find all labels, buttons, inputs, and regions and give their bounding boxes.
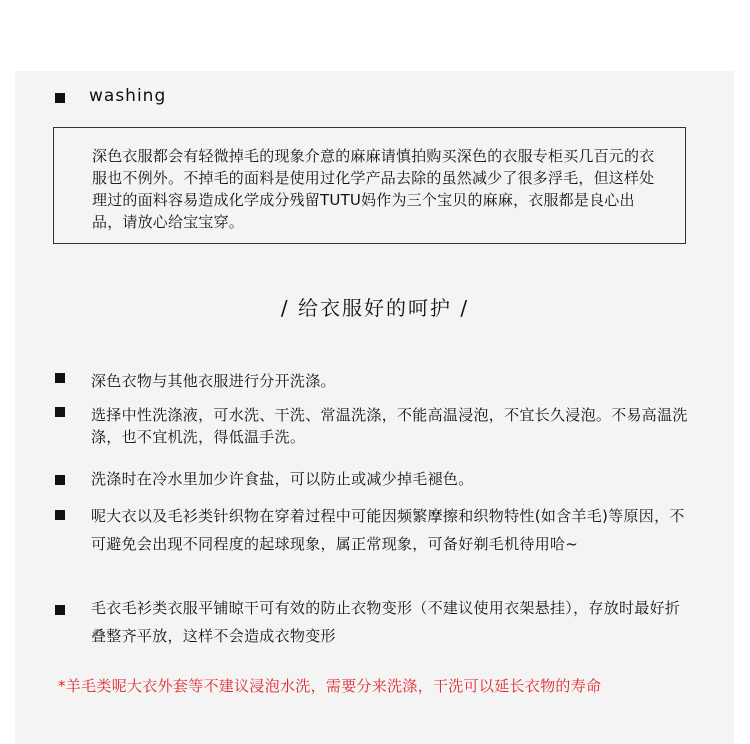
care-item-5: 毛衣毛衫类衣服平铺晾干可有效的防止衣物变形（不建议使用衣架悬挂），存放时最好折叠整齐平放，这样不会造成衣物变形 — [91, 599, 681, 645]
footnote: *羊毛类呢大衣外套等不建议浸泡水洗，需要分来洗涤，干洗可以延长衣物的寿命 — [58, 677, 602, 695]
care-title: / 给衣服好的呵护 / — [280, 296, 470, 320]
bullet-square — [55, 93, 65, 103]
section-heading: washing — [89, 86, 167, 106]
care-item-4: 呢大衣以及毛衫类针织物在穿着过程中可能因频繁摩擦和织物特性(如含羊毛)等原因，不可避免会出现不同程度的起球现象，属正常现象，可备好剃毛机待用哈~ — [91, 507, 685, 553]
care-item-2: 选择中性洗涤液，可水洗、干洗、常温洗涤，不能高温浸泡，不宜长久浸泡。不易高温洗涤，也不宜机洗，得低温手洗。 — [91, 406, 688, 446]
bullet-square — [55, 407, 65, 417]
care-item-1: 深色衣物与其他衣服进行分开洗涤。 — [91, 372, 336, 390]
bullet-square — [55, 373, 65, 383]
bullet-square — [55, 475, 65, 485]
bullet-square — [55, 605, 65, 615]
notice-text: 深色衣服都会有轻微掉毛的现象介意的麻麻请慎拍购买深色的衣服专柜买几百元的衣服也不例外。不掉毛的面料是使用过化学产品去除的虽然减少了很多浮毛，但这样处理过的面料容易造成化学成分残留TUTU妈作为三个宝贝的麻麻，衣服都是良心出品，请放心给宝宝穿。 — [92, 147, 655, 231]
notice-box — [53, 127, 686, 244]
care-item-3: 洗涤时在冷水里加少许食盐，可以防止或减少掉毛褪色。 — [91, 470, 474, 488]
bullet-square — [55, 510, 65, 520]
